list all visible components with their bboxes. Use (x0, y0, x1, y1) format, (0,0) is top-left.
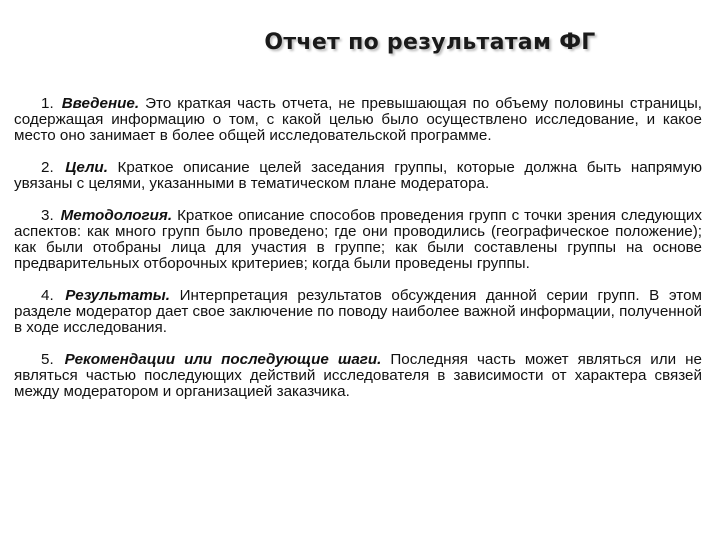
section-results (14, 288, 702, 336)
section-text: Это краткая часть отчета, не превышающая по объему половины страницы, содержащая информацию о том, с какой целью было осуществлено исследование, и какое место оно занимает в более общей исследовательской программе. (14, 95, 702, 144)
section-number: 3. (41, 207, 54, 224)
report-sections (14, 96, 702, 416)
section-text: Краткое описание способов проведения групп с точки зрения следующих аспектов: как много групп было проведено; где они проводились (географическое положение); как были отобраны лица для участия в группе; как были составлены группы на основе предварительных отборочных критериев; когда были проведены группы. (14, 207, 702, 272)
section-number: 5. (41, 351, 54, 368)
section-recommendations (14, 352, 702, 400)
section-text: Последняя часть может являться или не являться частью последующих действий исследователя в зависимости от характера связей между модератором и организацией заказчика. (14, 351, 702, 400)
section-text: Интерпретация результатов обсуждения данной серии групп. В этом разделе модератор дает свое заключение по поводу наиболее важной информации, полученной в ходе исследования. (14, 287, 702, 336)
section-number: 2. (41, 159, 54, 176)
section-heading: Результаты. (65, 287, 170, 304)
section-goals (14, 160, 702, 192)
section-heading: Рекомендации или последующие шаги. (64, 351, 382, 368)
section-number: 4. (41, 287, 54, 304)
section-number: 1. (41, 95, 54, 112)
section-text: Краткое описание целей заседания группы, которые должна быть напрямую увязаны с целями, указанными в тематическом плане модератора. (14, 159, 702, 192)
section-methodology (14, 208, 702, 272)
page-title: Отчет по результатам ФГ (264, 30, 596, 55)
section-introduction (14, 96, 702, 144)
section-heading: Введение. (61, 95, 140, 112)
section-heading: Цели. (65, 159, 108, 176)
section-heading: Методология. (60, 207, 173, 224)
